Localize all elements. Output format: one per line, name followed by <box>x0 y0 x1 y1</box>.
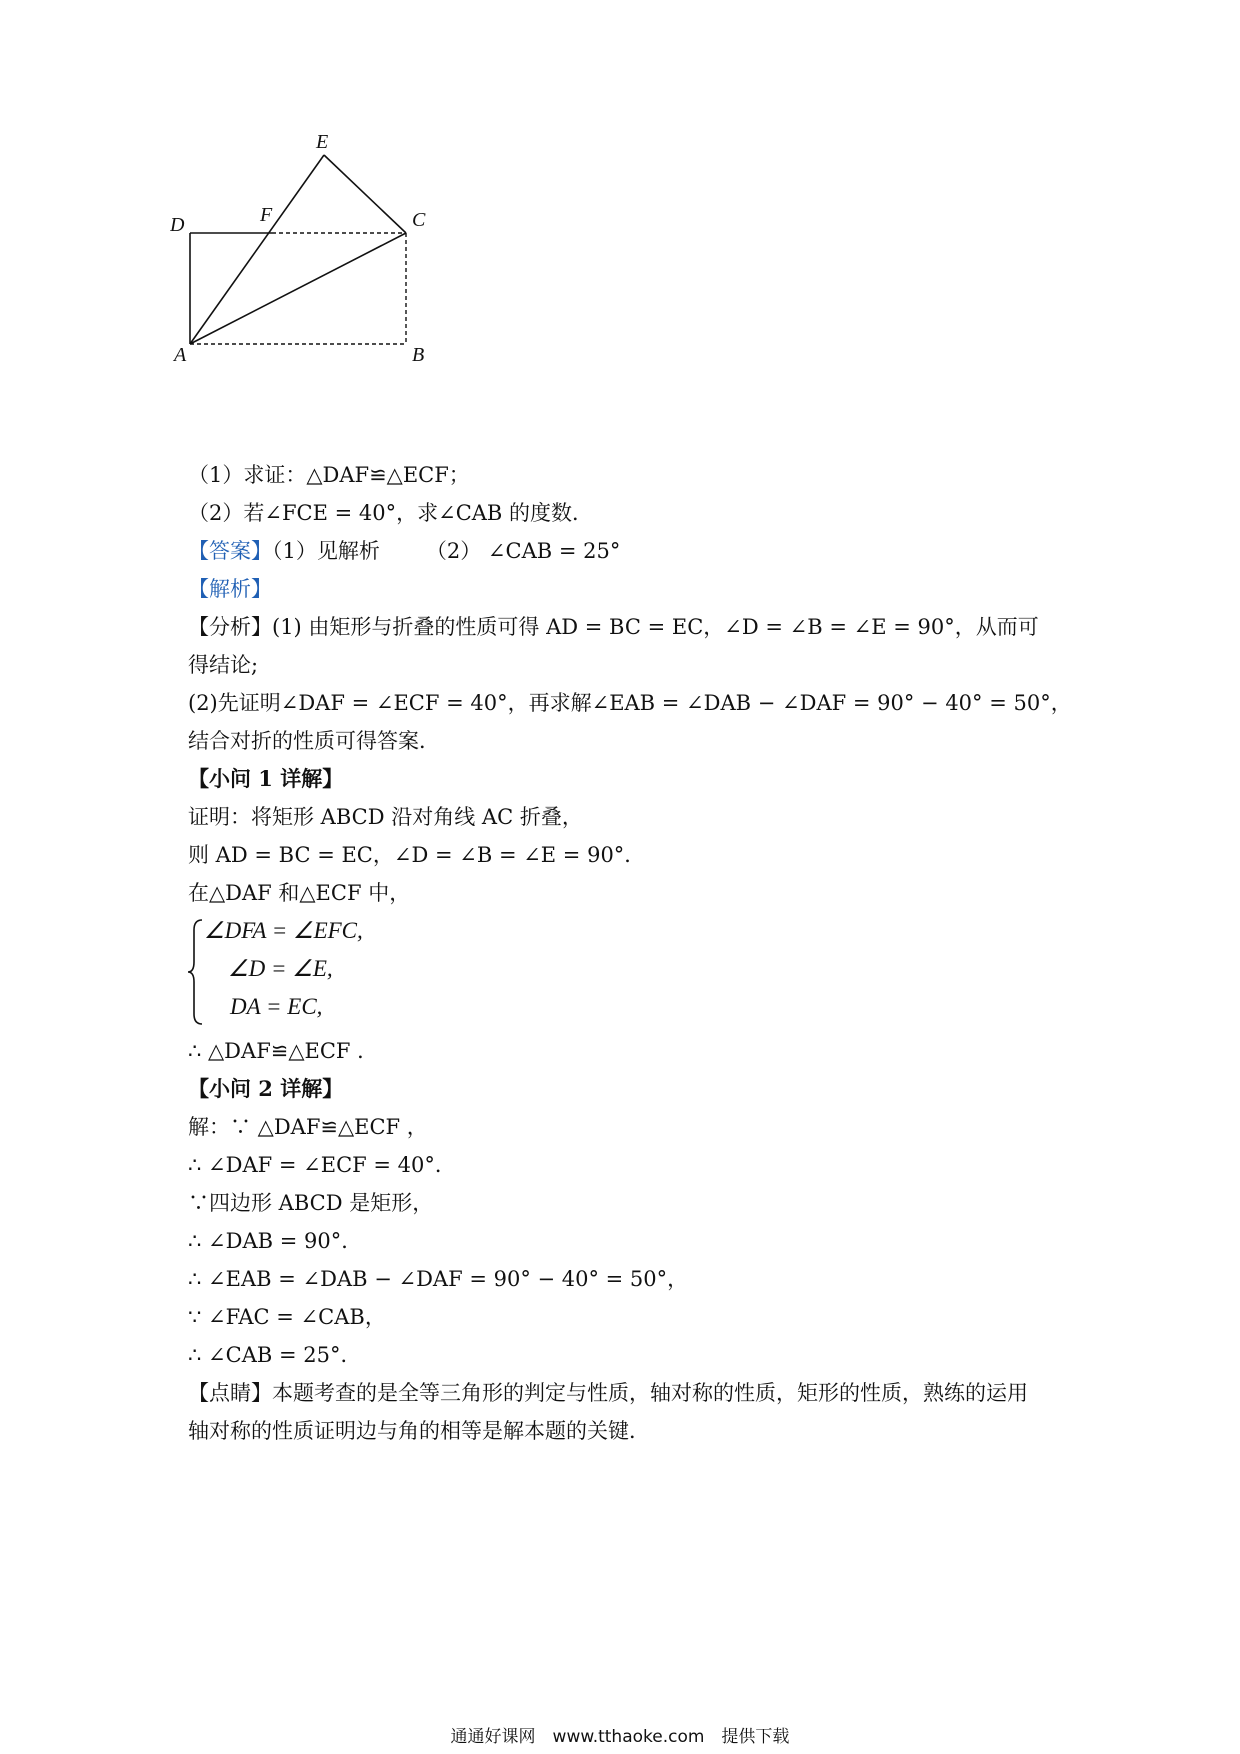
fenxi-line-2: 得结论; <box>188 653 259 677</box>
label-D: D <box>170 214 185 236</box>
answer-part1: （1）见解析 <box>272 539 380 563</box>
label-B: B <box>412 344 425 366</box>
segment-AE <box>190 155 324 344</box>
system-line-3: DA = EC, <box>230 994 323 1019</box>
label-A: A <box>174 344 187 366</box>
segment-EC <box>324 155 406 233</box>
sub2-line-6: ∵ ∠FAC = ∠CAB， <box>188 1305 386 1329</box>
question-2: （2）若∠FCE = 40°，求∠CAB 的度数． <box>188 501 594 525</box>
answer-part2: （2） ∠CAB = 25° <box>425 539 621 563</box>
fenxi-line-4: 结合对折的性质可得答案． <box>188 729 440 753</box>
sub1-line-2: 则 AD = BC = EC，∠D = ∠B = ∠E = 90°． <box>188 843 646 867</box>
question-1: （1）求证：△DAF≌△ECF； <box>188 463 470 487</box>
sub2-line-4: ∴ ∠DAB = 90°． <box>188 1229 363 1253</box>
sub1-line-4: ∴ △DAF≌△ECF ． <box>188 1039 379 1063</box>
geometry-figure <box>170 128 470 418</box>
equation-system <box>188 918 488 1026</box>
label-F: F <box>260 204 273 226</box>
sub1-line-1: 证明：将矩形 ABCD 沿对角线 AC 折叠， <box>188 805 583 829</box>
sub1-line-3: 在△DAF 和△ECF 中， <box>188 881 411 905</box>
sub2-line-1: 解：∵ △DAF≌△ECF ， <box>188 1115 428 1139</box>
analysis-tag: 【解析】 <box>188 577 272 601</box>
system-line-1: ∠DFA = ∠EFC, <box>204 918 363 943</box>
sub2-title: 【小问 2 详解】 <box>188 1076 344 1101</box>
label-E: E <box>316 131 329 153</box>
sub2-line-3: ∵四边形 ABCD 是矩形， <box>188 1191 434 1215</box>
segment-AC <box>190 233 406 344</box>
dianjing-line-1: 【点睛】本题考查的是全等三角形的判定与性质，轴对称的性质，矩形的性质，熟练的运用 <box>188 1381 1028 1405</box>
sub2-line-7: ∴ ∠CAB = 25°． <box>188 1343 362 1367</box>
system-line-2: ∠D = ∠E, <box>228 956 333 981</box>
label-C: C <box>412 209 426 231</box>
sub2-line-2: ∴ ∠DAF = ∠ECF = 40°． <box>188 1153 456 1177</box>
answer-tag: 【答案】 <box>188 539 272 563</box>
sub2-line-5: ∴ ∠EAB = ∠DAB − ∠DAF = 90° − 40° = 50°， <box>188 1267 689 1291</box>
footer-credit: 通通好课网 www.tthaoke.com 提供下载 <box>450 1727 790 1747</box>
left-brace-icon <box>188 918 204 1026</box>
dianjing-line-2: 轴对称的性质证明边与角的相等是解本题的关键． <box>188 1419 650 1443</box>
fenxi-line-3: (2)先证明∠DAF = ∠ECF = 40°，再求解∠EAB = ∠DAB − ∠DAF = 90° − 40° = 50°， <box>188 691 1072 715</box>
rectangle-fold-diagram <box>170 128 470 418</box>
sub1-title: 【小问 1 详解】 <box>188 766 344 791</box>
answer-line <box>188 538 620 564</box>
fenxi-line-1: 【分析】(1) 由矩形与折叠的性质可得 AD = BC = EC，∠D = ∠B = ∠E = 90°，从而可 <box>188 615 1039 639</box>
